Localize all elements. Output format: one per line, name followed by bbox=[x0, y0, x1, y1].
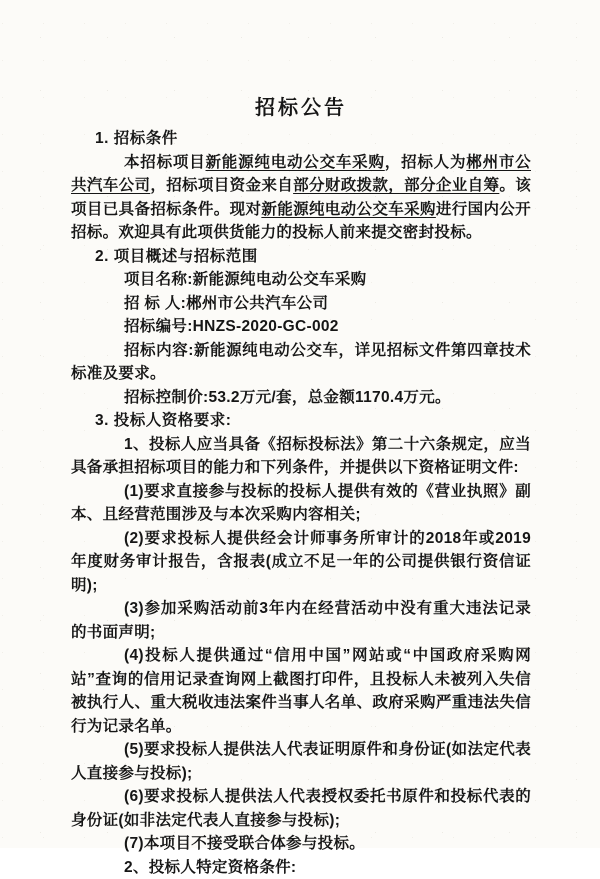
page-title: 招标公告 bbox=[71, 95, 531, 121]
document-line: 2、投标人特定资格条件: bbox=[71, 856, 531, 879]
document-line: 招标内容:新能源纯电动公交车，详见招标文件第四章技术标准及要求。 bbox=[71, 339, 531, 386]
document-line: (7)本项目不接受联合体参与投标。 bbox=[71, 832, 531, 856]
underlined-text-run: 新能源纯电动公交车采购 bbox=[261, 201, 436, 218]
document-line: (2)要求投标人提供经会计师事务所审计的2018年或2019年度财务审计报告，含报表(成立不足一年的公司提供银行资信证明); bbox=[71, 527, 531, 598]
document-line: 1、投标人应当具备《招标投标法》第二十六条规定，应当具备承担招标项目的能力和下列条件，并提供以下资格证明文件: bbox=[71, 433, 531, 480]
document-line: (5)要求投标人提供法人代表证明原件和身份证(如法定代表人直接参与投标); bbox=[71, 738, 531, 785]
document-line: (6)要求投标人提供法人代表授权委托书原件和投标代表的身份证(如非法定代表人直接参与投标); bbox=[71, 785, 531, 832]
document-line: (4)投标人提供通过“信用中国”网站或“中国政府采购网站”查询的信用记录查询网上截图打印件，且投标人未被列入失信被执行人、重大税收违法案件当事人名单、政府采购严重违法失信行为记录名单。 bbox=[71, 644, 531, 738]
section-project-overview bbox=[71, 245, 531, 410]
text-run: 。该项目已具备招标条件。现对 bbox=[71, 177, 531, 218]
underlined-text-run: 部分财政拨款，部分企业自筹 bbox=[293, 177, 499, 194]
document-content bbox=[71, 95, 531, 879]
section1-paragraph bbox=[71, 151, 531, 245]
section3-heading: 3. 投标人资格要求: bbox=[95, 409, 531, 433]
document-line: 招标编号:HNZS-2020-GC-002 bbox=[71, 315, 531, 339]
document-line: (3)参加采购活动前3年内在经营活动中没有重大违法记录的书面声明; bbox=[71, 597, 531, 644]
section-bidding-conditions bbox=[71, 127, 531, 245]
section-bidder-qualifications bbox=[71, 409, 531, 879]
underlined-text-run: 新能源纯电动公交车采购 bbox=[206, 154, 385, 171]
text-run: ，招标人为 bbox=[385, 154, 467, 171]
section1-heading: 1. 招标条件 bbox=[95, 127, 531, 151]
underlined-text-run: 郴州市公共汽车公司 bbox=[71, 154, 531, 195]
text-run: 本招标项目 bbox=[124, 154, 206, 171]
section2-items bbox=[71, 268, 531, 409]
section2-heading: 2. 项目概述与招标范围 bbox=[95, 245, 531, 269]
document-line: 招标控制价:53.2万元/套，总金额1170.4万元。 bbox=[71, 386, 531, 410]
text-run: ，招标项目资金来自 bbox=[150, 177, 293, 194]
text-run: 进行国内公开招标。欢迎具有此项供货能力的投标人前来提交密封投标。 bbox=[71, 201, 531, 242]
section3-items bbox=[71, 433, 531, 879]
document-line: 项目名称:新能源纯电动公交车采购 bbox=[71, 268, 531, 292]
document-line: (1)要求直接参与投标的投标人提供有效的《营业执照》副本、且经营范围涉及与本次采购内容相关; bbox=[71, 480, 531, 527]
document-line: 招 标 人:郴州市公共汽车公司 bbox=[71, 292, 531, 316]
